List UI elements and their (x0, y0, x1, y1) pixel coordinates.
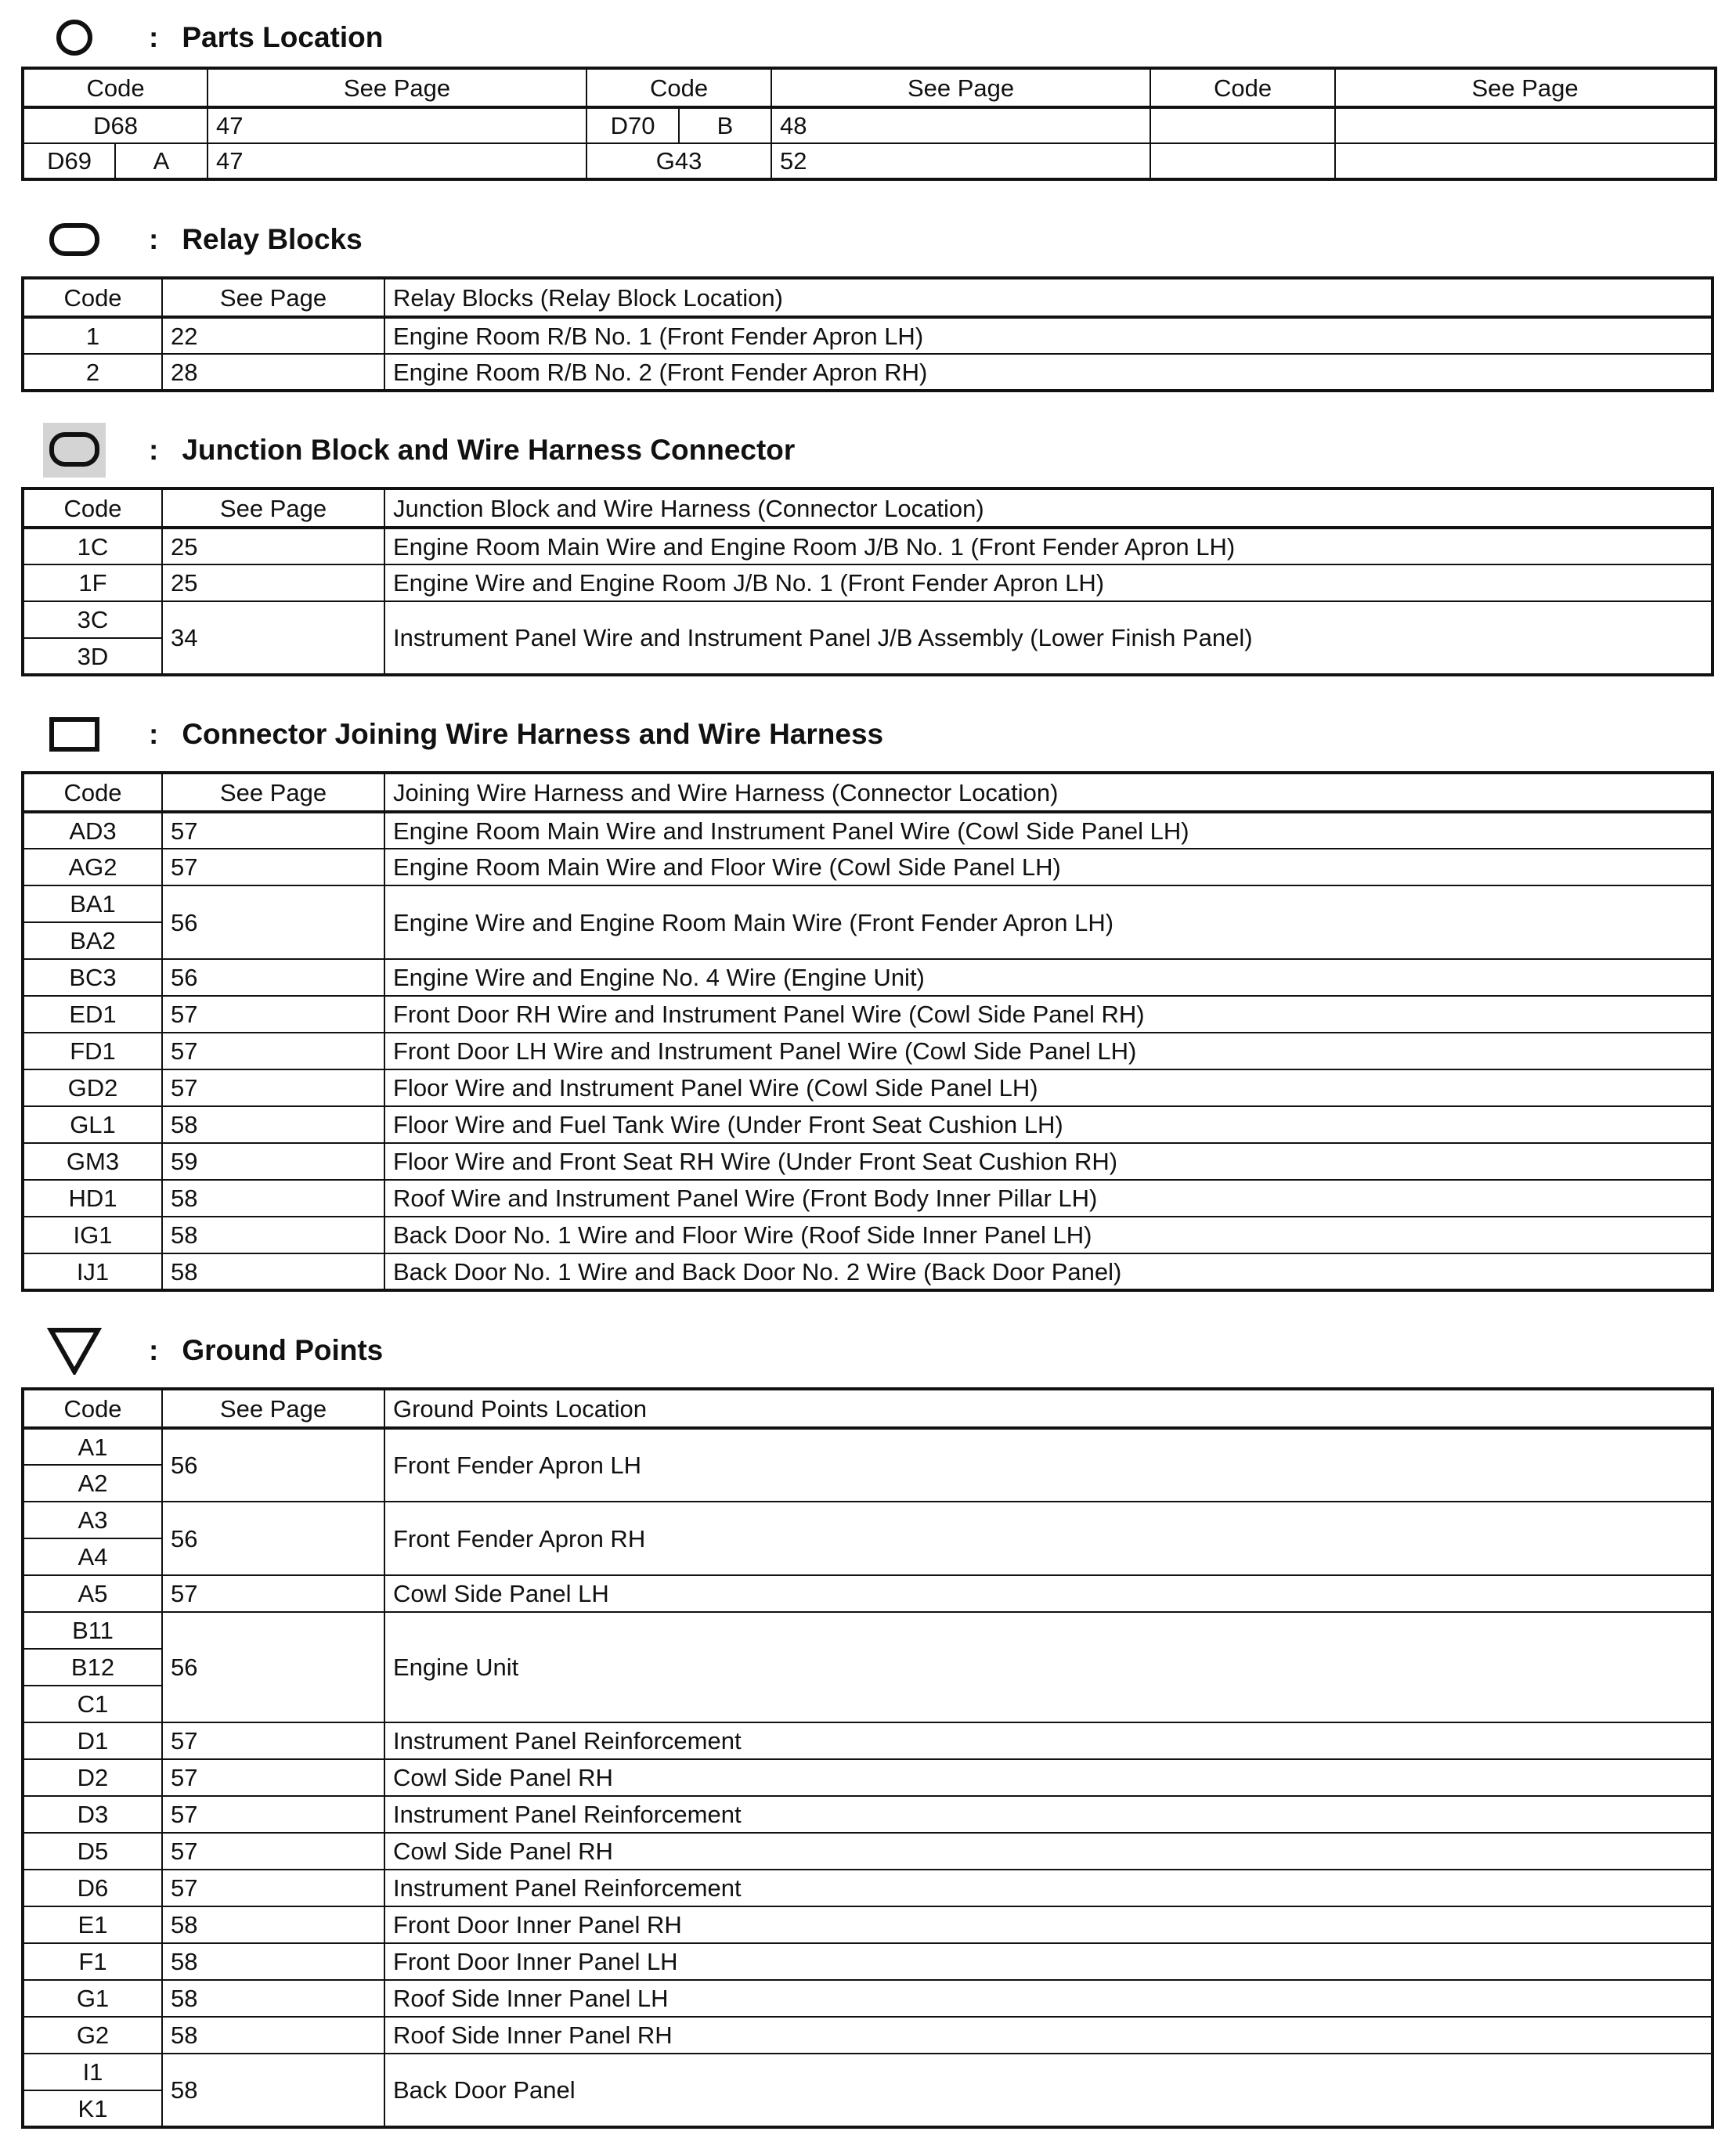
page-cell: 47 (208, 107, 586, 143)
header-code: Code (23, 773, 162, 812)
table-row (23, 1612, 1713, 1649)
relay-blocks-table (21, 276, 1714, 392)
code-cell: IG1 (23, 1217, 162, 1253)
parts-location-heading (39, 14, 383, 61)
code-cell: D6 (23, 1870, 162, 1906)
page-cell: 52 (771, 143, 1150, 179)
table-row (23, 1069, 1713, 1106)
page-cell: 57 (162, 1069, 384, 1106)
code-cell: D68 (23, 107, 208, 143)
section-title: Parts Location (182, 21, 384, 53)
description-cell: Engine Wire and Engine No. 4 Wire (Engine Unit) (384, 959, 1713, 996)
table-row (23, 2017, 1713, 2054)
description-cell: Front Door Inner Panel RH (384, 1906, 1713, 1943)
junction-block-table (21, 487, 1714, 676)
description-cell: Floor Wire and Instrument Panel Wire (Cowl Side Panel LH) (384, 1069, 1713, 1106)
page-cell: 57 (162, 1796, 384, 1833)
table-row (23, 1906, 1713, 1943)
table-row (23, 996, 1713, 1033)
table-row (23, 601, 1713, 638)
header-see-page: See Page (162, 489, 384, 528)
header-code: Code (23, 68, 208, 107)
page-cell: 57 (162, 1870, 384, 1906)
page-cell: 58 (162, 1906, 384, 1943)
table-row (23, 317, 1713, 354)
header-location: Relay Blocks (Relay Block Location) (384, 278, 1713, 317)
table-row (23, 1502, 1713, 1538)
shaded-rounded-rectangle-icon (39, 427, 110, 474)
header-see-page: See Page (771, 68, 1150, 107)
page-cell: 58 (162, 1180, 384, 1217)
table-row (23, 1143, 1713, 1180)
code-cell: A1 (23, 1428, 162, 1465)
page-cell: 57 (162, 1575, 384, 1612)
description-cell: Engine Unit (384, 1612, 1713, 1722)
page-cell: 57 (162, 812, 384, 849)
table-row (23, 1870, 1713, 1906)
code-cell: BC3 (23, 959, 162, 996)
table-row (23, 812, 1713, 849)
description-cell: Engine Room Main Wire and Instrument Panel Wire (Cowl Side Panel LH) (384, 812, 1713, 849)
page-cell: 57 (162, 849, 384, 885)
description-cell: Cowl Side Panel RH (384, 1759, 1713, 1796)
description-cell: Cowl Side Panel RH (384, 1833, 1713, 1870)
code-cell: BA2 (23, 922, 162, 959)
section-title: Junction Block and Wire Harness Connector (182, 434, 796, 466)
header-location: Ground Points Location (384, 1389, 1713, 1428)
page-cell: 58 (162, 1253, 384, 1290)
code-cell: D5 (23, 1833, 162, 1870)
code-cell: G2 (23, 2017, 162, 2054)
table-row (23, 1575, 1713, 1612)
code-cell: I1 (23, 2054, 162, 2090)
header-see-page: See Page (162, 773, 384, 812)
description-cell: Instrument Panel Reinforcement (384, 1796, 1713, 1833)
code-cell: 1 (23, 317, 162, 354)
table-row (23, 354, 1713, 391)
header-see-page: See Page (1335, 68, 1716, 107)
page-cell: 56 (162, 1428, 384, 1502)
page-cell: 48 (771, 107, 1150, 143)
page-cell (1335, 143, 1716, 179)
description-cell: Back Door Panel (384, 2054, 1713, 2127)
header-code: Code (1150, 68, 1335, 107)
page-cell: 56 (162, 1612, 384, 1722)
rounded-rectangle-icon (39, 216, 110, 263)
page-cell: 47 (208, 143, 586, 179)
header-see-page: See Page (208, 68, 586, 107)
page-cell: 59 (162, 1143, 384, 1180)
code-cell: FD1 (23, 1033, 162, 1069)
code-cell: D2 (23, 1759, 162, 1796)
description-cell: Instrument Panel Reinforcement (384, 1722, 1713, 1759)
header-code: Code (23, 489, 162, 528)
table-row (23, 959, 1713, 996)
description-cell: Engine Room R/B No. 2 (Front Fender Apron RH) (384, 354, 1713, 391)
code-cell: GM3 (23, 1143, 162, 1180)
page-cell: 34 (162, 601, 384, 675)
code-suffix-cell: B (679, 107, 771, 143)
table-row (23, 1106, 1713, 1143)
code-cell: B12 (23, 1649, 162, 1686)
page-cell: 57 (162, 1033, 384, 1069)
code-cell: G1 (23, 1980, 162, 2017)
code-cell: F1 (23, 1943, 162, 1980)
ground-points-heading (39, 1327, 383, 1374)
description-cell: Back Door No. 1 Wire and Floor Wire (Roof Side Inner Panel LH) (384, 1217, 1713, 1253)
description-cell: Front Door LH Wire and Instrument Panel Wire (Cowl Side Panel LH) (384, 1033, 1713, 1069)
page-cell: 56 (162, 959, 384, 996)
relay-blocks-heading (39, 216, 363, 263)
code-cell: GD2 (23, 1069, 162, 1106)
code-cell: AD3 (23, 812, 162, 849)
description-cell: Instrument Panel Wire and Instrument Panel J/B Assembly (Lower Finish Panel) (384, 601, 1713, 675)
description-cell: Floor Wire and Fuel Tank Wire (Under Front Seat Cushion LH) (384, 1106, 1713, 1143)
table-row (23, 528, 1713, 564)
page-cell: 57 (162, 1833, 384, 1870)
description-cell: Front Fender Apron LH (384, 1428, 1713, 1502)
code-cell: D70 (586, 107, 679, 143)
page-cell (1335, 107, 1716, 143)
description-cell: Front Fender Apron RH (384, 1502, 1713, 1575)
description-cell: Front Door Inner Panel LH (384, 1943, 1713, 1980)
table-row (23, 849, 1713, 885)
section-title: Relay Blocks (182, 223, 363, 255)
page-cell: 56 (162, 885, 384, 959)
code-cell: B11 (23, 1612, 162, 1649)
code-cell: AG2 (23, 849, 162, 885)
table-row (23, 1759, 1713, 1796)
table-row (23, 1943, 1713, 1980)
code-cell: D1 (23, 1722, 162, 1759)
code-cell: HD1 (23, 1180, 162, 1217)
code-cell: 3C (23, 601, 162, 638)
table-row (23, 1033, 1713, 1069)
heading-colon: : (149, 21, 159, 53)
code-cell: A3 (23, 1502, 162, 1538)
page-cell: 58 (162, 1106, 384, 1143)
page-cell: 22 (162, 317, 384, 354)
table-row (23, 885, 1713, 922)
description-cell: Roof Wire and Instrument Panel Wire (Front Body Inner Pillar LH) (384, 1180, 1713, 1217)
page-cell: 25 (162, 528, 384, 564)
code-cell: 2 (23, 354, 162, 391)
page-cell: 58 (162, 2054, 384, 2127)
page-cell: 56 (162, 1502, 384, 1575)
code-cell: GL1 (23, 1106, 162, 1143)
description-cell: Roof Side Inner Panel RH (384, 2017, 1713, 2054)
code-cell: 1F (23, 564, 162, 601)
description-cell: Instrument Panel Reinforcement (384, 1870, 1713, 1906)
page-cell: 58 (162, 1980, 384, 2017)
parts-location-table (21, 67, 1717, 181)
page-cell: 58 (162, 1943, 384, 1980)
section-title: Connector Joining Wire Harness and Wire Harness (182, 718, 884, 750)
code-cell: IJ1 (23, 1253, 162, 1290)
code-cell: G43 (586, 143, 771, 179)
rectangle-icon (39, 711, 110, 758)
table-row (23, 1428, 1713, 1465)
description-cell: Engine Room Main Wire and Floor Wire (Cowl Side Panel LH) (384, 849, 1713, 885)
heading-colon: : (149, 434, 159, 466)
page-cell: 28 (162, 354, 384, 391)
joining-connector-table (21, 771, 1714, 1292)
ground-points-table (21, 1387, 1714, 2129)
code-cell: ED1 (23, 996, 162, 1033)
code-cell: 1C (23, 528, 162, 564)
description-cell: Engine Wire and Engine Room Main Wire (Front Fender Apron LH) (384, 885, 1713, 959)
page-cell: 57 (162, 996, 384, 1033)
section-title: Ground Points (182, 1334, 384, 1366)
table-row (23, 1217, 1713, 1253)
code-cell: E1 (23, 1906, 162, 1943)
table-row (23, 107, 1716, 143)
heading-colon: : (149, 718, 159, 750)
description-cell: Back Door No. 1 Wire and Back Door No. 2 Wire (Back Door Panel) (384, 1253, 1713, 1290)
description-cell: Floor Wire and Front Seat RH Wire (Under Front Seat Cushion RH) (384, 1143, 1713, 1180)
header-location: Joining Wire Harness and Wire Harness (Connector Location) (384, 773, 1713, 812)
circle-icon (39, 14, 110, 61)
page-cell: 57 (162, 1759, 384, 1796)
description-cell: Roof Side Inner Panel LH (384, 1980, 1713, 2017)
code-cell: A2 (23, 1465, 162, 1502)
table-row (23, 1722, 1713, 1759)
page-cell: 58 (162, 1217, 384, 1253)
table-row (23, 143, 1716, 179)
description-cell: Engine Room R/B No. 1 (Front Fender Apron LH) (384, 317, 1713, 354)
page-cell: 25 (162, 564, 384, 601)
table-row (23, 2054, 1713, 2090)
table-row (23, 1980, 1713, 2017)
code-cell: BA1 (23, 885, 162, 922)
code-cell: A5 (23, 1575, 162, 1612)
down-triangle-icon (39, 1327, 110, 1374)
table-row (23, 1180, 1713, 1217)
code-cell: A4 (23, 1538, 162, 1575)
table-row (23, 564, 1713, 601)
header-see-page: See Page (162, 278, 384, 317)
joining-connector-heading (39, 711, 883, 758)
code-cell: 3D (23, 638, 162, 675)
header-location: Junction Block and Wire Harness (Connector Location) (384, 489, 1713, 528)
heading-colon: : (149, 1334, 159, 1366)
code-cell: K1 (23, 2090, 162, 2127)
code-suffix-cell: A (115, 143, 208, 179)
code-cell: C1 (23, 1686, 162, 1722)
table-row (23, 1253, 1713, 1290)
header-code: Code (23, 1389, 162, 1428)
page-cell: 58 (162, 2017, 384, 2054)
header-code: Code (586, 68, 771, 107)
description-cell: Engine Wire and Engine Room J/B No. 1 (Front Fender Apron LH) (384, 564, 1713, 601)
code-cell (1150, 107, 1335, 143)
header-code: Code (23, 278, 162, 317)
description-cell: Front Door RH Wire and Instrument Panel Wire (Cowl Side Panel RH) (384, 996, 1713, 1033)
junction-block-heading (39, 427, 795, 474)
header-see-page: See Page (162, 1389, 384, 1428)
description-cell: Engine Room Main Wire and Engine Room J/B No. 1 (Front Fender Apron LH) (384, 528, 1713, 564)
table-row (23, 1833, 1713, 1870)
description-cell: Cowl Side Panel LH (384, 1575, 1713, 1612)
page-cell: 57 (162, 1722, 384, 1759)
code-cell (1150, 143, 1335, 179)
code-cell: D69 (23, 143, 115, 179)
table-row (23, 1796, 1713, 1833)
code-cell: D3 (23, 1796, 162, 1833)
heading-colon: : (149, 223, 159, 255)
